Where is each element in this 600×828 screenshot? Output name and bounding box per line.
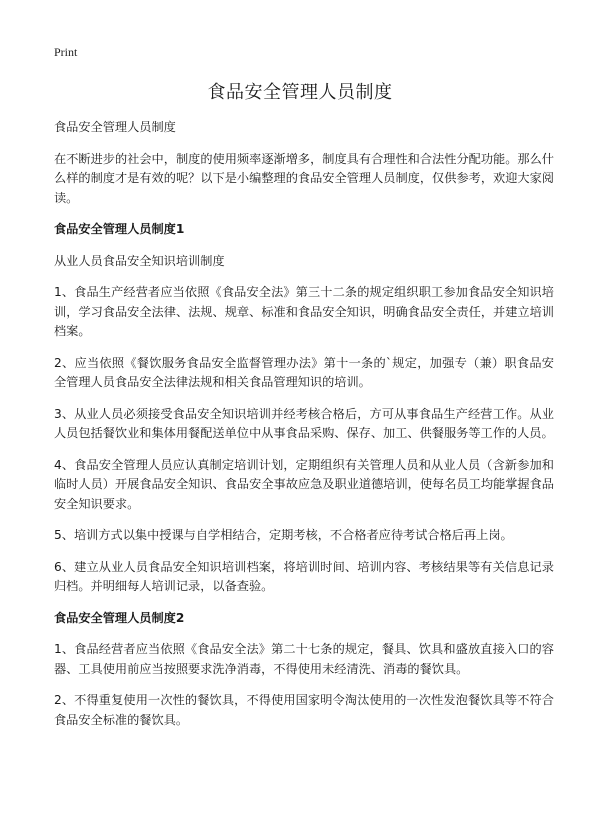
list-item: 2、应当依照《餐饮服务食品安全监督管理办法》第十一条的`规定，加强专（兼）职食品安全管理人员食品安全法律法规和相关食品管理知识的培训。	[54, 355, 554, 389]
page-title: 食品安全管理人员制度	[207, 82, 393, 103]
list-item: 1、食品生产经营者应当依照《食品安全法》第三十二条的规定组织职工参加食品安全知识培训，学习食品安全法律、法规、规章、标准和食品安全知识，明确食品安全责任，并建立培训档案。	[54, 285, 554, 338]
section-heading-1: 食品安全管理人员制度1	[54, 222, 185, 236]
section-subheading: 从业人员食品安全知识培训制度	[54, 253, 225, 268]
print-link[interactable]: Print	[54, 45, 78, 59]
list-item: 6、建立从业人员食品安全知识培训档案，将培训时间、培训内容、考核结果等有关信息记录归档。并明细每人培训记录，以备查验。	[54, 559, 554, 593]
list-item: 4、食品安全管理人员应认真制定培训计划，定期组织有关管理人员和从业人员（含新参加和临时人员）开展食品安全知识、食品安全事故应急及职业道德培训，使每名员工均能掌握食品安全知识要求。	[54, 457, 554, 511]
intro-paragraph: 在不断进步的社会中，制度的使用频率逐渐增多，制度具有合理性和合法性分配功能。那么什么样的制度才是有效的呢？以下是小编整理的食品安全管理人员制度，仅供参考，欢迎大家阅读。	[54, 151, 554, 205]
document-body	[54, 118, 554, 742]
section-heading-2: 食品安全管理人员制度2	[54, 610, 185, 625]
list-item: 1、食品经营者应当依照《食品安全法》第二十七条的规定，餐具、饮具和盛放直接入口的容器、工具使用前应当按照要求洗净消毒，不得使用未经清洗、消毒的餐饮具。	[54, 642, 554, 676]
list-item: 3、从业人员必须接受食品安全知识培训并经考核合格后，方可从事食品生产经营工作。从业人员包括餐饮业和集体用餐配送单位中从事食品采购、保存、加工、供餐服务等工作的人员。	[54, 406, 554, 440]
list-item: 2、不得重复使用一次性的餐饮具，不得使用国家明令淘汰使用的一次性发泡餐饮具等不符合食品安全标准的餐饮具。	[54, 693, 554, 727]
document-subtitle: 食品安全管理人员制度	[54, 120, 176, 134]
list-item: 5、培训方式以集中授课与自学相结合，定期考核，不合格者应待考试合格后再上岗。	[54, 528, 513, 542]
